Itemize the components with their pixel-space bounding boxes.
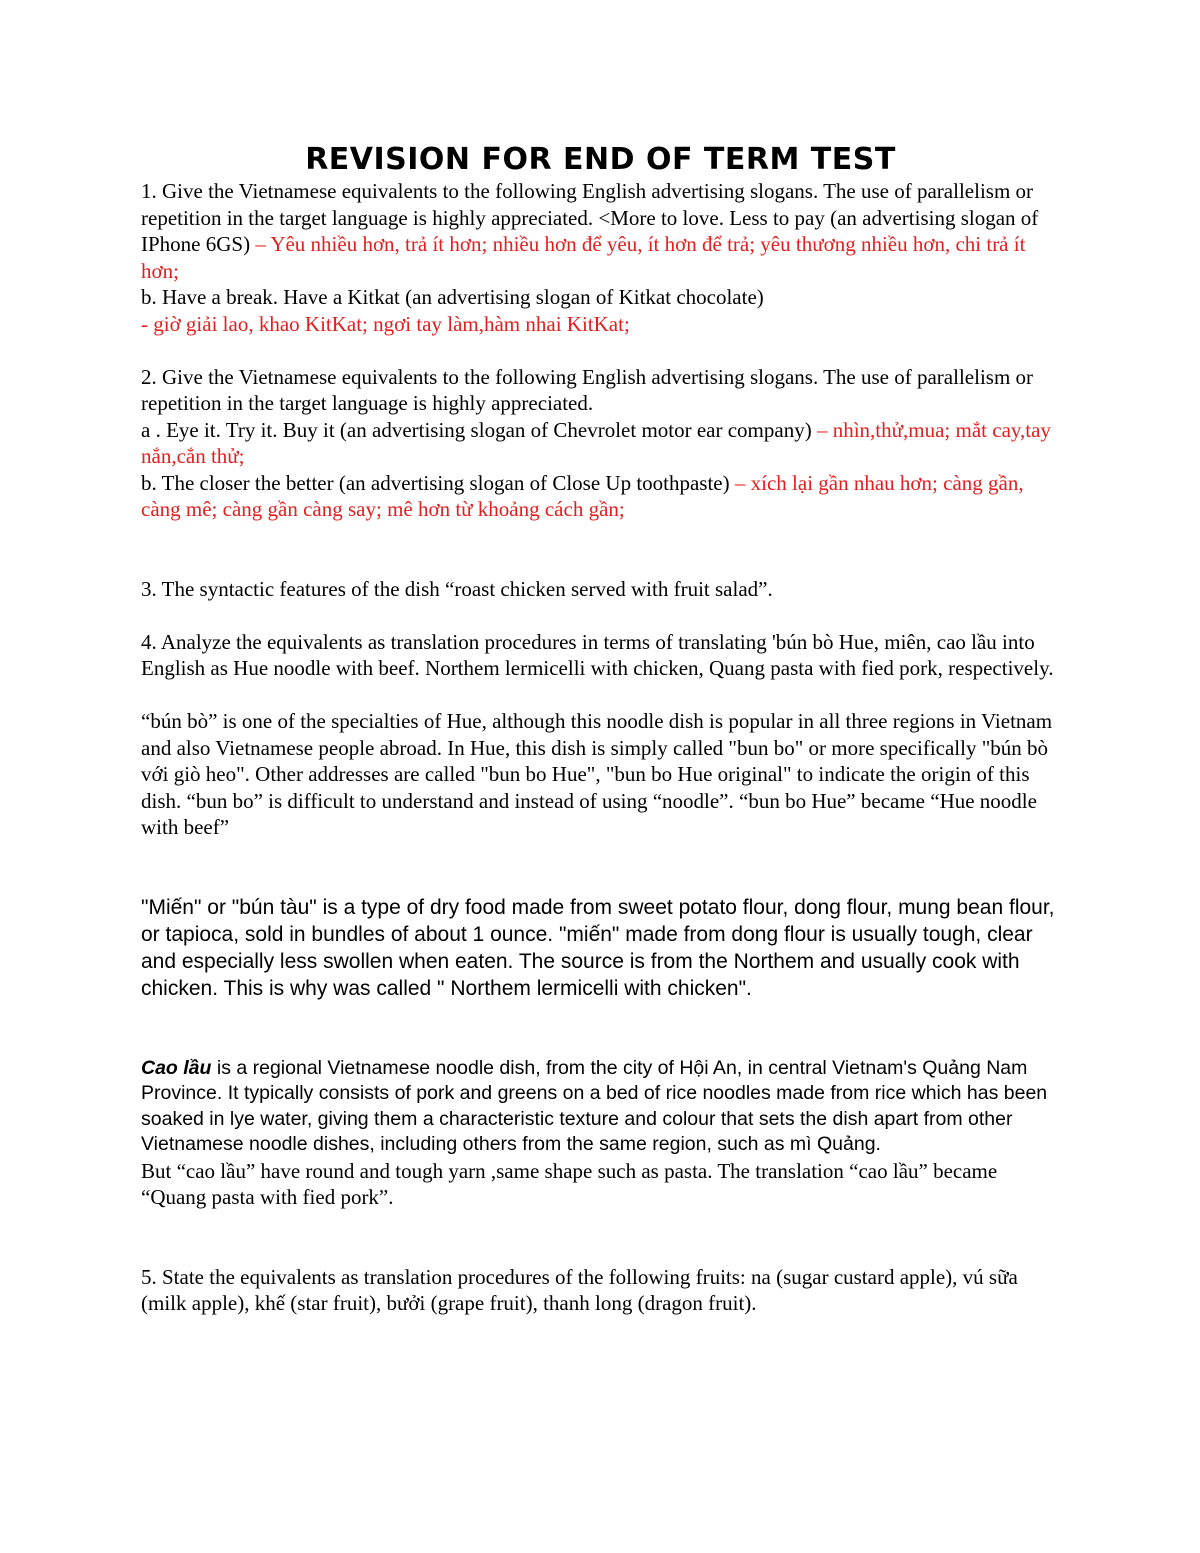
spacer — [141, 841, 1060, 894]
q1-item-b: b. Have a break. Have a Kitkat (an advertising slogan of Kitkat chocolate) — [141, 285, 764, 309]
spacer — [141, 602, 1060, 629]
paragraph-cao-lau-translation: But “cao lầu” have round and tough yarn ,same shape such as pasta. The translation “cao lầu” became “Quang pasta with fied pork”. — [141, 1158, 998, 1209]
paragraph-mien: "Miến" or "bún tàu" is a type of dry food made from sweet potato flour, dong flour, mung bean flour, or tapioca, sold in bundles of about 1 ounce. "miến" made from dong flour is usually tough, clear and especially less swollen when eaten. The source is from the Northem and usually cook with chicken. This is why was called " Northem lermicelli with chicken". — [141, 895, 1055, 1000]
spacer — [141, 682, 1060, 709]
q2-answer-a: – nhìn,thử,mua; mắt cay,tay nắn,cắn thử; — [141, 417, 1051, 468]
q2-item-b-text: b. The closer the better (an advertising slogan of Close Up toothpaste) — [141, 470, 730, 495]
q2-item-a-text: a . Eye it. Try it. Buy it (an advertising slogan of Chevrolet motor ear company) — [141, 417, 812, 442]
q2-answer-b: – xích lại gần nhau hơn; càng gần, càng mê; càng gần càng say; mê hơn từ khoảng cách gần; — [141, 470, 1024, 521]
question-2: 2. Give the Vietnamese equivalents to the following English advertising slogans. The use of parallelism or repetition in the target language is highly appreciated. — [141, 364, 1034, 415]
q1-answer-a: – Yêu nhiều hơn, trả ít hơn; nhiều hơn để yêu, ít hơn để trả; yêu thương nhiều hơn, chi trả ít hơn; — [141, 232, 1026, 283]
question-3: 3. The syntactic features of the dish “roast chicken served with fruit salad”. — [141, 576, 773, 601]
cao-lau-term: Cao lầu — [141, 1056, 212, 1079]
q1-prompt: 1. Give the Vietnamese equivalents to the following English advertising slogans. The use of parallelism or repetition in the target language is highly appreciated. <More to love. Less to pay (an advertising slogan of IPhone 6GS) — [141, 179, 1039, 256]
q1-answer-b: - giờ giải lao, khao KitKat; ngơi tay làm,hàm nhai KitKat; — [141, 311, 630, 336]
question-1 — [141, 178, 1060, 284]
question-4: 4. Analyze the equivalents as translation procedures in terms of translating 'bún bò Hue, miên, cao lầu into English as Hue noodle with beef. Northem lermicelli with chicken, Quang pasta with fied pork, respectively. — [141, 629, 1054, 680]
question-5: 5. State the equivalents as translation procedures of the following fruits: na (sugar custard apple), vú sữa (milk apple), khế (star fruit), bưởi (grape fruit), thanh long (dragon fruit). — [141, 1264, 1018, 1315]
spacer — [141, 523, 1060, 576]
cao-lau-description: is a regional Vietnamese noodle dish, from the city of Hội An, in central Vietnam's Quảng Nam Province. It typically consists of pork and greens on a bed of rice noodles made from rice which has been soaked in lye water, giving them a characteristic texture and colour that sets the dish apart from other Vietnamese noodle dishes, including others from the same region, such as mì Quảng. — [141, 1056, 1048, 1155]
paragraph-cao-lau — [141, 1056, 1060, 1158]
paragraph-bun-bo: “bún bò” is one of the specialties of Hue, although this noodle dish is popular in all three regions in Vietnam and also Vietnamese people abroad. In Hue, this dish is simply called "bun bo" or more specifically "bún bò với giò heo". Other addresses are called "bun bo Hue", "bun bo Hue original" to indicate the origin of this dish. “bun bo” is difficult to understand and instead of using “noodle”. “bun bo Hue” became “Hue noodle with beef” — [141, 709, 1053, 839]
spacer — [141, 1211, 1060, 1264]
q2-item-b — [141, 470, 1060, 523]
q2-item-a — [141, 417, 1060, 470]
spacer — [141, 337, 1060, 364]
spacer — [141, 1002, 1060, 1056]
page-title: REVISION FOR END OF TERM TEST — [305, 142, 896, 177]
